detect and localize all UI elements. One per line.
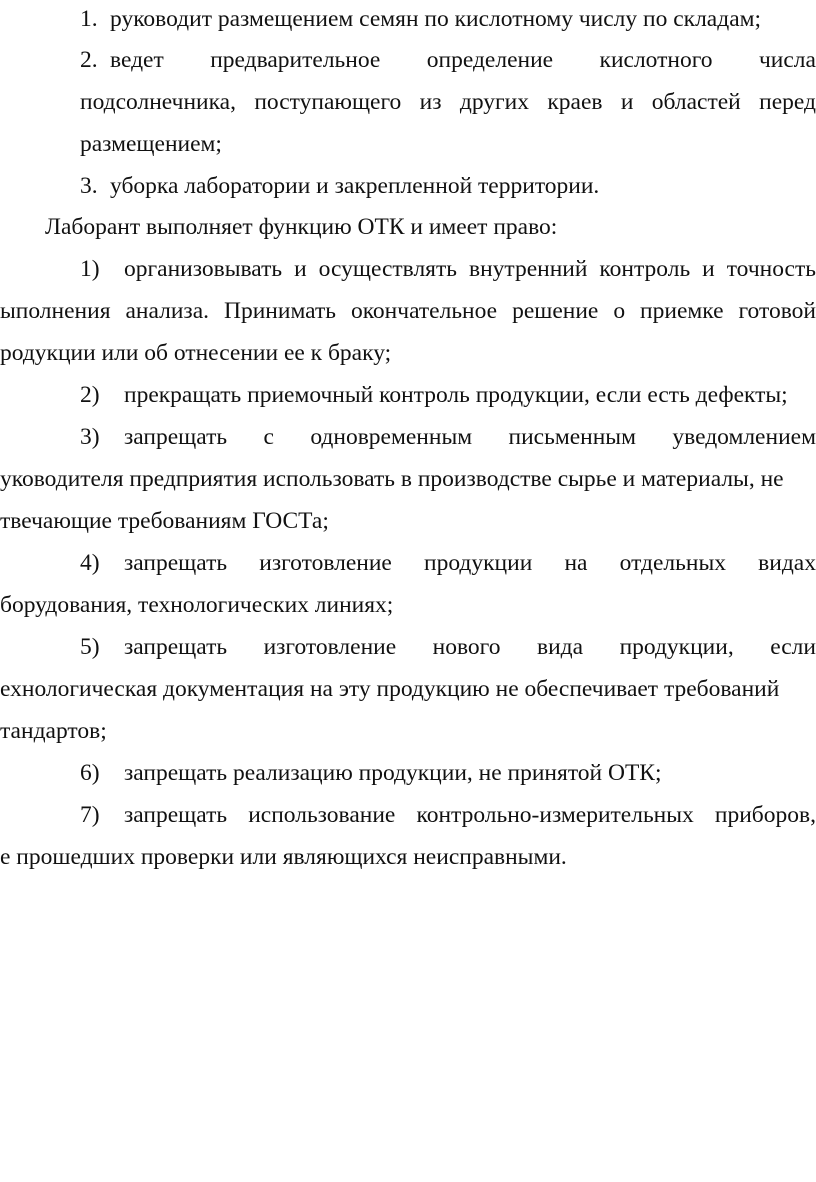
right-1-line-3: родукции или об отнесении ее к браку; xyxy=(0,340,392,366)
list-item-3-text: уборка лаборатории и закрепленной территории. xyxy=(110,173,600,199)
word: нового xyxy=(432,634,501,660)
word: осуществлять xyxy=(318,256,457,282)
word: видах xyxy=(758,550,816,576)
word: из xyxy=(419,89,442,115)
right-number-1: 1) xyxy=(80,256,100,282)
list-number-1: 1. xyxy=(80,6,98,32)
word: кислотного xyxy=(599,47,713,73)
word: приемке xyxy=(640,298,724,324)
word: если xyxy=(770,634,816,660)
list-item-1-text: руководит размещением семян по кислотному числу по складам; xyxy=(110,6,762,32)
right-number-6: 6) xyxy=(80,760,100,786)
right-4-line-2: борудования, технологических линиях; xyxy=(0,592,394,618)
word: организовывать xyxy=(124,256,283,282)
list-number-2: 2. xyxy=(80,47,98,73)
word: краев xyxy=(547,89,603,115)
word: запрещать xyxy=(124,802,228,828)
word: готовой xyxy=(738,298,816,324)
word: и xyxy=(620,89,634,115)
word: контрольно-измерительных xyxy=(416,802,694,828)
right-number-3: 3) xyxy=(80,424,100,450)
right-5-line-2: ехнологическая документация на эту продукцию не обеспечивает требований xyxy=(0,676,780,702)
right-2-line-1: прекращать приемочный контроль продукции, если есть дефекты; xyxy=(124,382,788,408)
word: с xyxy=(263,424,274,450)
right-3-line-2: уководителя предприятия использовать в производстве сырье и материалы, не xyxy=(0,466,784,492)
list-item-2-line-2 xyxy=(80,91,816,115)
right-number-2: 2) xyxy=(80,382,100,408)
word: одновременным xyxy=(310,424,473,450)
right-6-line-1: запрещать реализацию продукции, не принятой ОТК; xyxy=(124,760,662,786)
word: ведет xyxy=(110,47,164,73)
right-number-5: 5) xyxy=(80,634,100,660)
word: продукции, xyxy=(619,634,734,660)
word: числа xyxy=(758,47,816,73)
word: запрещать xyxy=(124,424,228,450)
word: и xyxy=(702,256,715,282)
right-5-line-1 xyxy=(124,636,816,660)
word: изготовление xyxy=(263,634,397,660)
intro-paragraph: Лаборант выполняет функцию ОТК и имеет право: xyxy=(45,214,558,240)
word: Принимать xyxy=(224,298,336,324)
right-1-line-1 xyxy=(124,258,816,282)
right-number-4: 4) xyxy=(80,550,100,576)
word: вида xyxy=(537,634,584,660)
word: использование xyxy=(248,802,396,828)
word: анализа. xyxy=(125,298,210,324)
right-5-line-3: тандартов; xyxy=(0,718,107,744)
list-item-2-line-3: размещением; xyxy=(80,131,222,157)
word: других xyxy=(459,89,529,115)
word: запрещать xyxy=(124,550,228,576)
word: областей xyxy=(651,89,741,115)
word: запрещать xyxy=(124,634,228,660)
word: о xyxy=(613,298,626,324)
word: и xyxy=(294,256,307,282)
word: продукции xyxy=(424,550,533,576)
word: отдельных xyxy=(619,550,726,576)
word: перед xyxy=(759,89,816,115)
word: приборов, xyxy=(714,802,816,828)
word: подсолнечника, xyxy=(80,89,236,115)
word: определение xyxy=(426,47,554,73)
word: уведомлением xyxy=(672,424,816,450)
list-number-3: 3. xyxy=(80,173,98,199)
right-number-7: 7) xyxy=(80,802,100,828)
word: письменным xyxy=(508,424,636,450)
word: внутренний xyxy=(468,256,588,282)
word: точность xyxy=(726,256,816,282)
right-4-line-1 xyxy=(124,552,816,576)
word: поступающего xyxy=(254,89,402,115)
word: контроль xyxy=(599,256,691,282)
word: изготовление xyxy=(259,550,392,576)
word: на xyxy=(564,550,588,576)
list-item-2-line-1 xyxy=(110,49,816,73)
right-7-line-2: е прошедших проверки или являющихся неисправными. xyxy=(0,844,567,870)
right-1-line-2 xyxy=(0,300,816,324)
right-7-line-1 xyxy=(124,804,816,828)
word: окончательное xyxy=(350,298,498,324)
word: ыполнения xyxy=(0,298,111,324)
right-3-line-3: твечающие требованиям ГОСТа; xyxy=(0,508,329,534)
right-3-line-1 xyxy=(124,426,816,450)
word: решение xyxy=(512,298,599,324)
word: предварительное xyxy=(210,47,381,73)
